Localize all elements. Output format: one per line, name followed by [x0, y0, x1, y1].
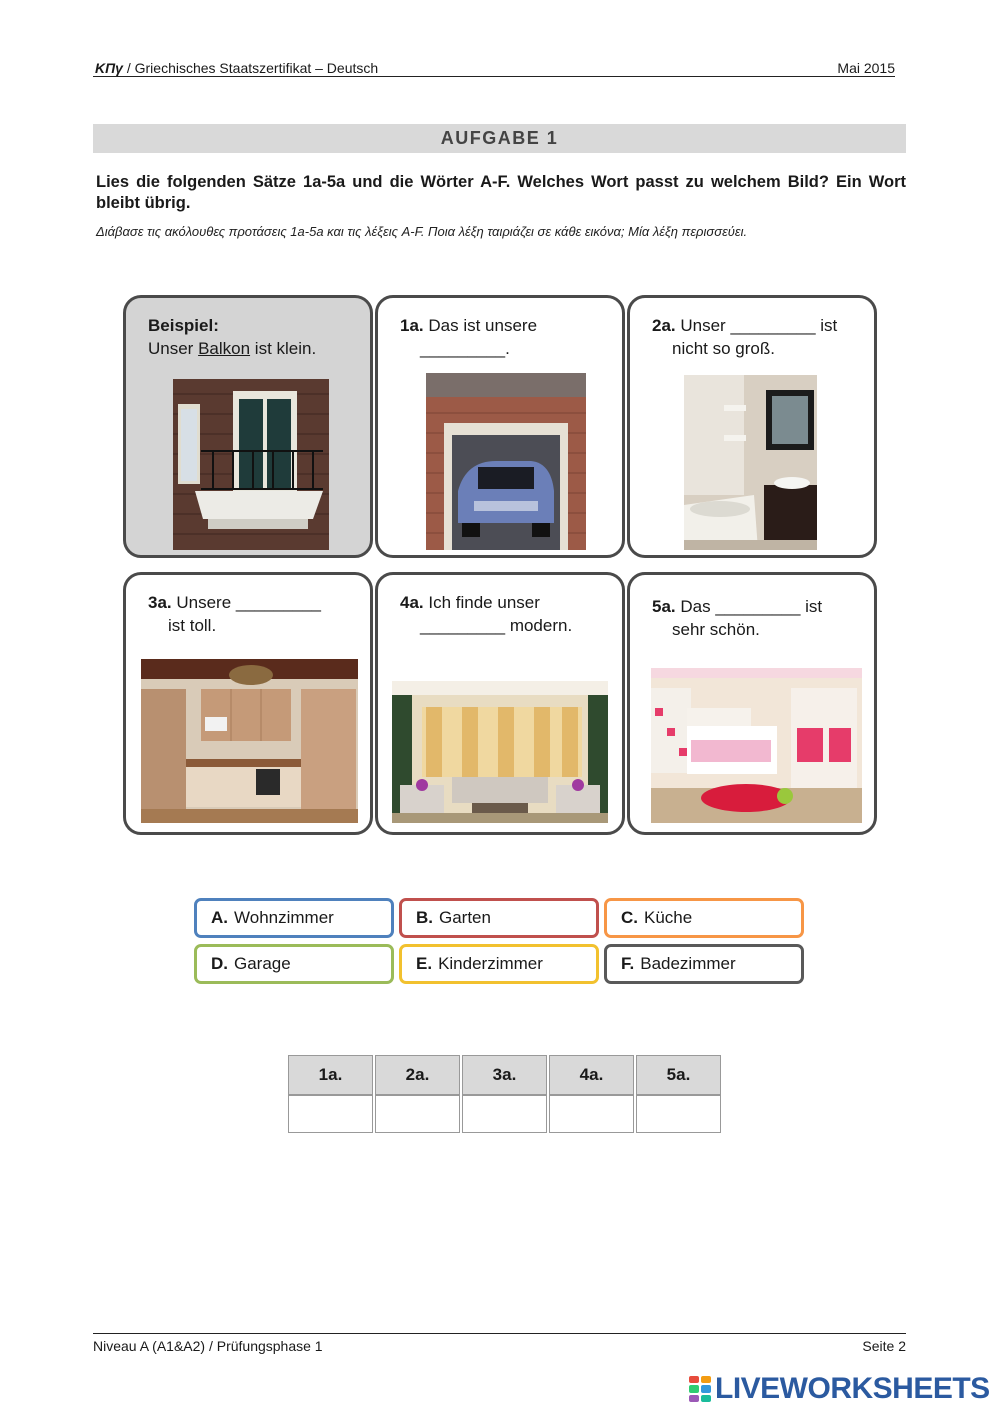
- option-f-letter: F.: [621, 954, 635, 973]
- answer-table: [286, 1055, 723, 1133]
- card-3a-number: 3a.: [148, 593, 172, 612]
- page-header: [93, 60, 895, 77]
- header-date: Mai 2015: [837, 60, 895, 76]
- card-4a-line2: _________ modern.: [420, 616, 573, 635]
- card-3a-line1: Unsere _________: [176, 593, 321, 612]
- card-4a: [375, 572, 625, 835]
- card-3a-line2: ist toll.: [168, 616, 217, 635]
- option-e-letter: E.: [416, 954, 433, 973]
- card-1a-line1: Das ist unsere: [428, 316, 538, 335]
- kitchen-image: [141, 659, 358, 823]
- page-footer: [93, 1333, 906, 1354]
- option-e-word: Kinderzimmer: [438, 954, 543, 973]
- example-pre: Unser: [148, 339, 199, 358]
- option-f-word: Badezimmer: [640, 954, 736, 973]
- option-b[interactable]: [399, 898, 599, 938]
- card-4a-line1: Ich finde unser: [428, 593, 540, 612]
- card-1a: [375, 295, 625, 558]
- card-2a: [627, 295, 877, 558]
- footer-level: Niveau A (A1&A2) / Prüfungsphase 1: [93, 1338, 323, 1354]
- header-left: [95, 60, 378, 76]
- header-separator: /: [122, 60, 135, 76]
- card-2a-line1: Unser _________ ist: [680, 316, 838, 335]
- card-2a-number: 2a.: [652, 316, 676, 335]
- card-3a: [123, 572, 373, 835]
- answer-cell-5a[interactable]: [636, 1095, 721, 1133]
- answer-header-1a: 1a.: [288, 1055, 373, 1095]
- option-b-letter: B.: [416, 908, 433, 927]
- option-b-word: Garten: [439, 908, 491, 927]
- answer-header-3a: 3a.: [462, 1055, 547, 1095]
- card-5a-line1: Das _________ ist: [680, 597, 823, 616]
- instruction-greek: Διάβασε τις ακόλουθες προτάσεις 1a-5a και τις λέξεις A-F. Ποια λέξη ταιριάζει σε κάθε εικόνα; Μία λέξη περισσεύει.: [96, 224, 748, 239]
- option-d[interactable]: [194, 944, 394, 984]
- answer-cell-2a[interactable]: [375, 1095, 460, 1133]
- example-post: ist klein.: [250, 339, 317, 358]
- answer-header-5a: 5a.: [636, 1055, 721, 1095]
- card-3a-text: [148, 591, 321, 637]
- card-example: [123, 295, 373, 558]
- answer-cell-3a[interactable]: [462, 1095, 547, 1133]
- liveworksheets-brand: LIVEWORKSHEETS: [715, 1372, 990, 1405]
- option-a-letter: A.: [211, 908, 228, 927]
- task-heading: AUFGABE 1: [93, 124, 906, 153]
- answer-header-4a: 4a.: [549, 1055, 634, 1095]
- card-1a-line2: _________.: [420, 339, 510, 358]
- option-c-letter: C.: [621, 908, 638, 927]
- kids-room-image: [651, 668, 862, 823]
- footer-page: Seite 2: [862, 1338, 906, 1354]
- card-1a-text: [400, 314, 537, 360]
- instruction-german: Lies die folgenden Sätze 1a-5a und die Wörter A-F. Welches Wort passt zu welchem Bild? Ein Wort bleibt übrig.: [96, 173, 906, 212]
- answer-header-2a: 2a.: [375, 1055, 460, 1095]
- card-5a: [627, 572, 877, 835]
- option-d-word: Garage: [234, 954, 291, 973]
- card-5a-text: [652, 595, 822, 641]
- option-f[interactable]: [604, 944, 804, 984]
- answer-cell-1a[interactable]: [288, 1095, 373, 1133]
- bathroom-image: [684, 375, 817, 550]
- garage-image: [426, 373, 586, 550]
- option-a-word: Wohnzimmer: [234, 908, 334, 927]
- card-4a-number: 4a.: [400, 593, 424, 612]
- answer-cell-4a[interactable]: [549, 1095, 634, 1133]
- example-label: Beispiel:: [148, 316, 219, 335]
- card-example-text: [148, 314, 316, 360]
- card-1a-number: 1a.: [400, 316, 424, 335]
- card-2a-line2: nicht so groß.: [672, 339, 775, 358]
- liveworksheets-logo: [689, 1372, 990, 1406]
- option-d-letter: D.: [211, 954, 228, 973]
- card-5a-line2: sehr schön.: [672, 620, 760, 639]
- option-e[interactable]: [399, 944, 599, 984]
- option-c[interactable]: [604, 898, 804, 938]
- header-code: ΚΠγ: [95, 60, 123, 76]
- liveworksheets-icon: [689, 1376, 711, 1402]
- card-2a-text: [652, 314, 837, 360]
- example-word: Balkon: [198, 339, 251, 358]
- option-a[interactable]: [194, 898, 394, 938]
- header-title: Griechisches Staatszertifikat – Deutsch: [134, 60, 379, 76]
- card-5a-number: 5a.: [652, 597, 676, 616]
- living-room-image: [392, 681, 608, 823]
- answer-table-row: [288, 1095, 721, 1133]
- option-c-word: Küche: [644, 908, 693, 927]
- answer-table-header: [288, 1055, 721, 1095]
- balcony-image: [173, 379, 329, 550]
- card-4a-text: [400, 591, 572, 637]
